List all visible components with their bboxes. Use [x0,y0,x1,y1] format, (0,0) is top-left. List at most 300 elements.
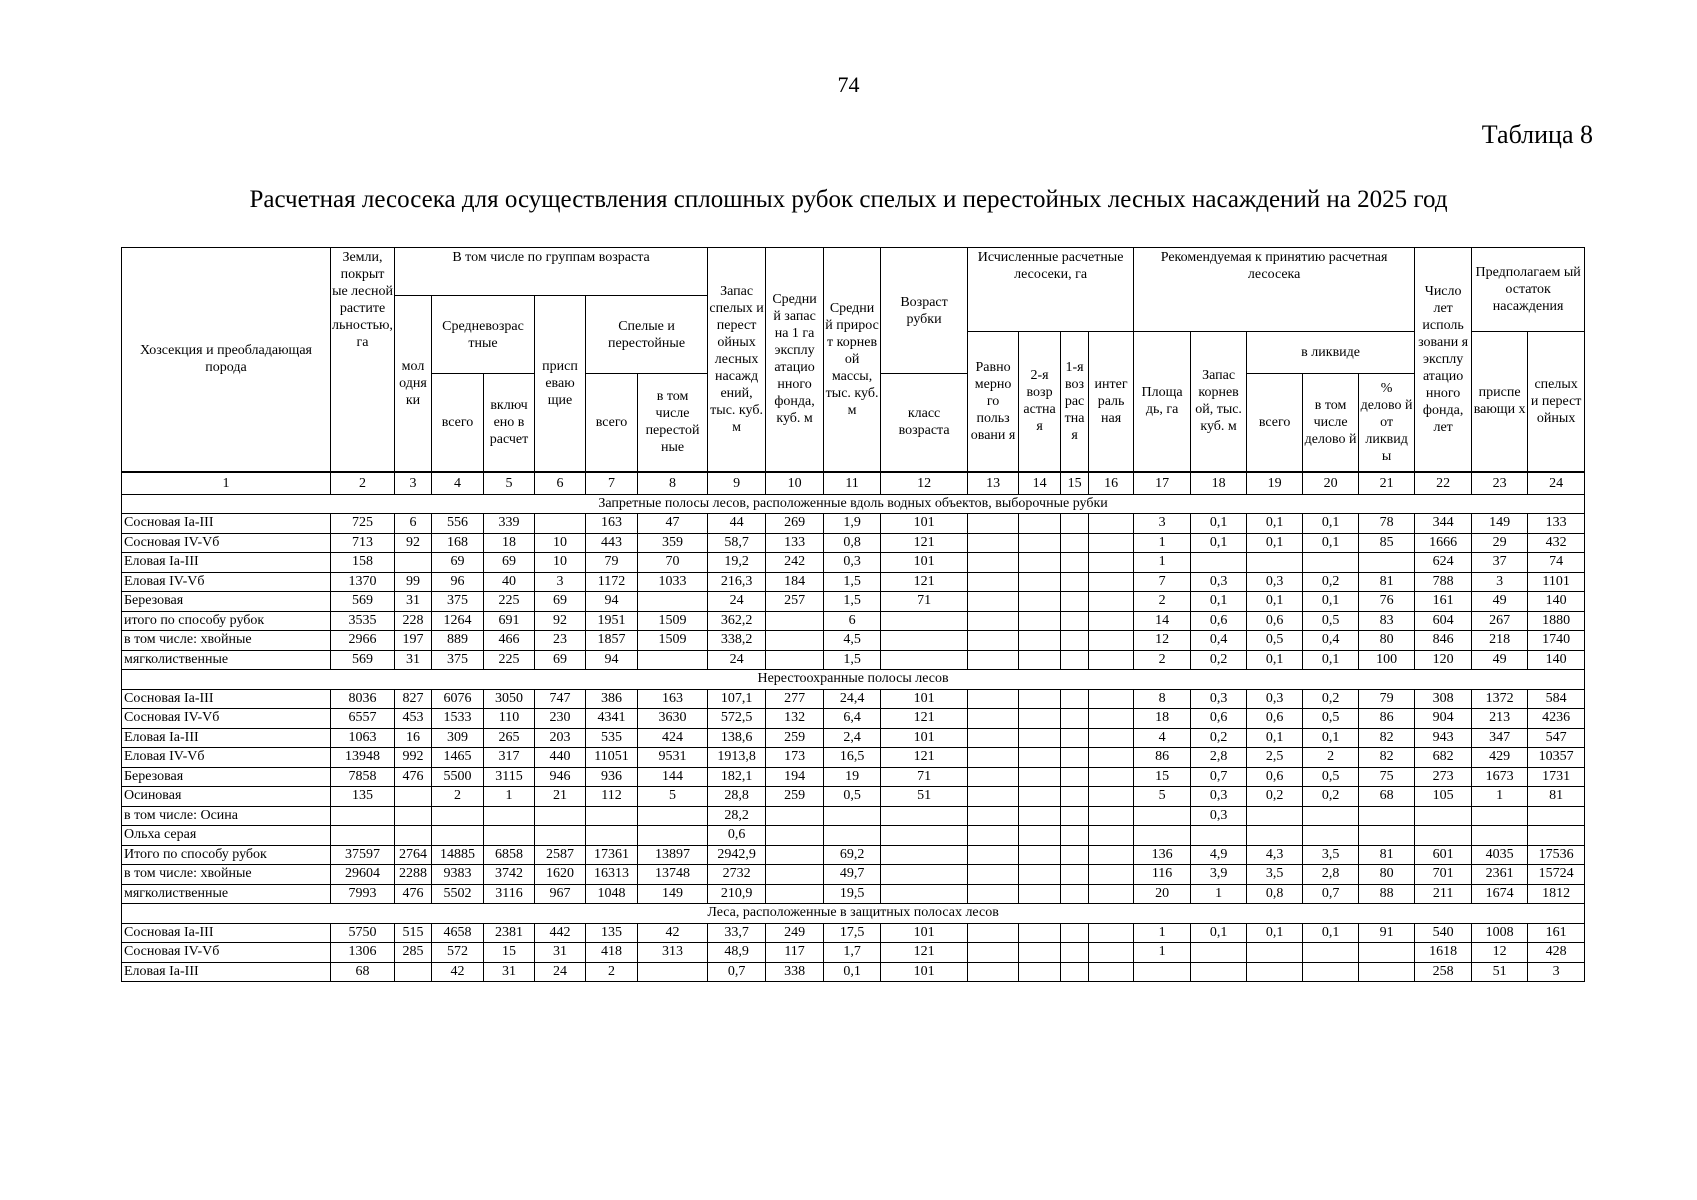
table-cell: 1740 [1528,631,1585,651]
table-cell: 375 [432,592,484,612]
table-cell [968,709,1019,729]
table-row [122,884,1585,904]
row-label: Сосновая Ia-III [122,923,331,943]
table-cell: 80 [1359,865,1415,885]
table-cell [1528,806,1585,826]
table-cell: 747 [535,689,586,709]
table-cell [432,806,484,826]
header-young: мол одня ки [395,296,432,472]
table-cell: 946 [535,767,586,787]
table-row [122,767,1585,787]
table-cell [1089,923,1134,943]
table-cell [968,728,1019,748]
header-liq-bus: в том числе делово й [1303,374,1359,472]
table-cell: 6 [824,611,881,631]
column-number: 24 [1528,472,1585,495]
table-cell [1061,514,1089,534]
table-cell: 1306 [331,943,395,963]
table-cell: 1 [1134,943,1191,963]
row-label: Итого по способу рубок [122,845,331,865]
table-cell [586,806,638,826]
table-cell: 19,5 [824,884,881,904]
table-cell: 24,4 [824,689,881,709]
table-cell: 3535 [331,611,395,631]
table-row [122,650,1585,670]
table-cell: 37597 [331,845,395,865]
table-cell: 47 [638,514,708,534]
table-cell: 3 [1134,514,1191,534]
table-cell: 120 [1415,650,1472,670]
table-row [122,845,1585,865]
table-cell [1019,514,1061,534]
table-cell [1061,533,1089,553]
document-title: Расчетная лесосека для осуществления сплошных рубок спелых и перестойных лесных насаждений на 2025 год [249,186,1448,213]
table-cell: 547 [1528,728,1585,748]
table-cell: 2 [1134,592,1191,612]
table-cell [881,845,968,865]
table-cell: 69 [432,553,484,573]
table-cell: 904 [1415,709,1472,729]
table-cell: 9531 [638,748,708,768]
table-cell: 105 [1415,787,1472,807]
table-cell [395,806,432,826]
table-cell: 2 [1303,748,1359,768]
table-cell: 5 [638,787,708,807]
table-cell: 0,5 [1303,611,1359,631]
table-cell [1019,806,1061,826]
table-cell [484,826,535,846]
table-cell: 1033 [638,572,708,592]
table-cell: 375 [432,650,484,670]
column-number: 9 [708,472,766,495]
column-number: 20 [1303,472,1359,495]
table-cell: 604 [1415,611,1472,631]
table-cell: 701 [1415,865,1472,885]
table-cell: 2361 [1472,865,1528,885]
table-cell [1415,806,1472,826]
table-cell: 2587 [535,845,586,865]
table-cell: 0,6 [1247,709,1303,729]
table-row [122,514,1585,534]
table-cell: 69 [535,650,586,670]
column-number: 2 [331,472,395,495]
table-cell: 110 [484,709,535,729]
table-cell: 0,1 [824,962,881,982]
table-cell: 4,3 [1247,845,1303,865]
column-number: 5 [484,472,535,495]
table-row [122,748,1585,768]
table-cell: 572 [432,943,484,963]
table-cell: 3 [535,572,586,592]
table-cell [1247,806,1303,826]
table-cell: 24 [708,592,766,612]
table-cell: 1857 [586,631,638,651]
table-cell [1061,650,1089,670]
table-cell: 69 [484,553,535,573]
table-cell: 258 [1415,962,1472,982]
table-cell: 49 [1472,650,1528,670]
table-row [122,962,1585,982]
table-cell: 424 [638,728,708,748]
table-cell: 107,1 [708,689,766,709]
table-cell: 713 [331,533,395,553]
table-cell: 0,4 [1191,631,1247,651]
table-cell: 4 [1134,728,1191,748]
table-cell: 429 [1472,748,1528,768]
table-cell: 1533 [432,709,484,729]
header-years: Число лет исполь зовани я эксплу атацио нного фонда, лет [1415,248,1472,472]
table-cell [1061,943,1089,963]
table-cell [1019,533,1061,553]
table-cell: 81 [1359,572,1415,592]
column-number: 19 [1247,472,1303,495]
table-cell: 79 [1359,689,1415,709]
table-cell [484,806,535,826]
table-cell [1019,553,1061,573]
table-cell: 29604 [331,865,395,885]
table-cell: 18 [484,533,535,553]
section-header-row [122,670,1585,690]
table-cell [968,572,1019,592]
table-cell: 0,6 [1191,611,1247,631]
row-label: Сосновая IV-Vб [122,943,331,963]
row-label: в том числе: Осина [122,806,331,826]
table-cell: 0,1 [1303,728,1359,748]
table-cell [1089,592,1134,612]
table-row [122,826,1585,846]
table-row [122,787,1585,807]
table-cell: 158 [331,553,395,573]
table-cell: 92 [535,611,586,631]
table-cell: 203 [535,728,586,748]
table-cell: 0,6 [1247,767,1303,787]
table-cell: 6 [395,514,432,534]
table-cell: 168 [432,533,484,553]
table-cell [881,650,968,670]
table-cell [1019,943,1061,963]
row-label: в том числе: хвойные [122,865,331,885]
table-cell: 225 [484,650,535,670]
table-cell [1089,514,1134,534]
table-cell: 339 [484,514,535,534]
table-cell: 1674 [1472,884,1528,904]
table-cell: 91 [1359,923,1415,943]
table-cell: 135 [586,923,638,943]
table-cell [1089,650,1134,670]
table-cell [1019,728,1061,748]
table-cell: 33,7 [708,923,766,943]
table-cell [1061,572,1089,592]
table-cell [395,787,432,807]
table-cell: 4,5 [824,631,881,651]
table-cell [1247,962,1303,982]
table-cell: 317 [484,748,535,768]
table-cell: 2288 [395,865,432,885]
column-number: 4 [432,472,484,495]
table-cell [968,611,1019,631]
table-cell [1089,845,1134,865]
row-label: Еловая IV-Vб [122,572,331,592]
table-cell [395,962,432,982]
table-cell: 24 [708,650,766,670]
table-cell: 1172 [586,572,638,592]
table-row [122,943,1585,963]
table-cell: 163 [586,514,638,534]
table-row [122,631,1585,651]
table-cell: 4658 [432,923,484,943]
table-cell: 267 [1472,611,1528,631]
table-cell [1359,806,1415,826]
table-cell [1089,884,1134,904]
table-cell: 440 [535,748,586,768]
table-cell: 1264 [432,611,484,631]
table-cell: 443 [586,533,638,553]
table-cell: 121 [881,709,968,729]
table-cell [1019,884,1061,904]
table-row [122,806,1585,826]
table-cell [535,826,586,846]
table-cell: 0,7 [708,962,766,982]
table-cell [432,826,484,846]
header-mid-all: всего [432,374,484,472]
row-label: Сосновая Ia-III [122,689,331,709]
row-label: мягколиственные [122,650,331,670]
table-cell: 3 [1472,572,1528,592]
table-cell: 936 [586,767,638,787]
table-cell: 428 [1528,943,1585,963]
column-number: 10 [766,472,824,495]
table-cell: 0,2 [1303,689,1359,709]
table-cell: 2966 [331,631,395,651]
table-cell [395,553,432,573]
table-cell: 42 [638,923,708,943]
table-cell: 249 [766,923,824,943]
table-cell: 75 [1359,767,1415,787]
table-cell [766,826,824,846]
table-cell [1089,533,1134,553]
table-cell [1089,553,1134,573]
table-cell: 149 [638,884,708,904]
table-cell [1359,826,1415,846]
table-cell: 827 [395,689,432,709]
table-cell: 0,2 [1303,787,1359,807]
table-cell: 101 [881,962,968,982]
table-cell [968,631,1019,651]
table-row [122,923,1585,943]
table-cell: 161 [1528,923,1585,943]
table-cell [1089,689,1134,709]
table-cell: 273 [1415,767,1472,787]
table-cell [968,533,1019,553]
table-cell: 0,1 [1303,514,1359,534]
section-header-row [122,904,1585,924]
table-cell: 1372 [1472,689,1528,709]
table-cell [1415,826,1472,846]
column-number: 3 [395,472,432,495]
row-label: Сосновая IV-Vб [122,709,331,729]
table-cell: 309 [432,728,484,748]
column-number: 13 [968,472,1019,495]
table-cell [881,631,968,651]
table-cell: 269 [766,514,824,534]
table-cell: 6557 [331,709,395,729]
table-label: Таблица 8 [1481,120,1593,149]
table-cell: 4035 [1472,845,1528,865]
header-second: 2-я возр астна я [1019,332,1061,472]
table-cell: 69,2 [824,845,881,865]
table-cell: 218 [1472,631,1528,651]
table-cell: 359 [638,533,708,553]
column-number: 18 [1191,472,1247,495]
table-cell: 1509 [638,631,708,651]
table-cell: 10 [535,533,586,553]
table-cell [968,787,1019,807]
column-number: 14 [1019,472,1061,495]
table-cell: 16313 [586,865,638,885]
table-cell [1191,826,1247,846]
table-cell [968,592,1019,612]
column-number: 1 [122,472,331,495]
table-cell: 4,9 [1191,845,1247,865]
table-cell: 0,1 [1247,728,1303,748]
table-cell [586,826,638,846]
table-cell [1089,826,1134,846]
table-cell: 149 [1472,514,1528,534]
table-cell: 144 [638,767,708,787]
table-cell: 540 [1415,923,1472,943]
column-number: 22 [1415,472,1472,495]
table-cell: 121 [881,572,968,592]
table-cell [1089,572,1134,592]
section-header-row [122,494,1585,514]
table-cell [1019,748,1061,768]
table-cell [1303,553,1359,573]
table-cell [766,631,824,651]
table-cell: 31 [535,943,586,963]
table-cell [968,923,1019,943]
table-cell: 0,6 [708,826,766,846]
header-by-age: В том числе по группам возраста [395,248,708,296]
table-cell: 40 [484,572,535,592]
table-cell: 0,1 [1247,514,1303,534]
column-numbers-row [122,472,1585,495]
table-cell: 2732 [708,865,766,885]
table-cell [1061,884,1089,904]
table-cell [766,865,824,885]
table-cell [1089,787,1134,807]
table-cell: 101 [881,553,968,573]
table-cell [1134,962,1191,982]
table-cell: 138,6 [708,728,766,748]
table-cell: 967 [535,884,586,904]
table-cell [1089,748,1134,768]
table-cell [881,865,968,885]
table-cell: 1,5 [824,572,881,592]
column-number: 8 [638,472,708,495]
header-mid-incl: включ ено в расчет [484,374,535,472]
table-cell: 3 [1528,962,1585,982]
table-cell: 15 [484,943,535,963]
table-cell: 846 [1415,631,1472,651]
table-cell [1134,806,1191,826]
table-cell: 2 [1134,650,1191,670]
table-cell [1303,826,1359,846]
table-cell: 5502 [432,884,484,904]
table-cell [1061,728,1089,748]
table-cell [1061,748,1089,768]
table-cell: 163 [638,689,708,709]
table-row [122,689,1585,709]
table-cell [1061,611,1089,631]
table-cell: 5500 [432,767,484,787]
row-label: мягколиственные [122,884,331,904]
table-cell [1134,826,1191,846]
table-cell: 0,6 [1191,709,1247,729]
table-cell [1019,826,1061,846]
table-cell: 14885 [432,845,484,865]
table-cell: 0,5 [1303,767,1359,787]
table-cell: 13748 [638,865,708,885]
table-cell: 1048 [586,884,638,904]
table-cell [638,806,708,826]
table-cell: 2 [586,962,638,982]
table-cell: 725 [331,514,395,534]
table-cell: 85 [1359,533,1415,553]
table-header [122,248,1585,495]
table-cell [881,806,968,826]
table-cell: 0,6 [1247,611,1303,631]
table-cell: 197 [395,631,432,651]
table-cell [968,806,1019,826]
table-cell [1089,865,1134,885]
header-age-class: класс возраста [881,374,968,472]
table-cell: 1620 [535,865,586,885]
table-cell: 601 [1415,845,1472,865]
header-root-stock: Запас корнев ой, тыс. куб. м [1191,332,1247,472]
table-cell: 285 [395,943,432,963]
table-cell: 78 [1359,514,1415,534]
table-cell: 116 [1134,865,1191,885]
table-cell: 81 [1528,787,1585,807]
table-cell: 11051 [586,748,638,768]
table-cell: 0,1 [1247,533,1303,553]
table-cell: 17361 [586,845,638,865]
table-cell: 49,7 [824,865,881,885]
table-cell: 2,5 [1247,748,1303,768]
table-cell [1061,962,1089,982]
header-ripening: присп еваю щие [535,296,586,472]
table-cell: 0,1 [1303,923,1359,943]
table-cell: 71 [881,592,968,612]
table-row [122,533,1585,553]
table-cell: 1666 [1415,533,1472,553]
table-cell: 94 [586,592,638,612]
section-title: Леса, расположенные в защитных полосах лесов [122,904,1585,924]
table-cell: 1731 [1528,767,1585,787]
table-cell [1061,806,1089,826]
table-cell: 135 [331,787,395,807]
table-row [122,865,1585,885]
row-label: Еловая Ia-III [122,553,331,573]
table-cell: 28,2 [708,806,766,826]
table-cell [1019,572,1061,592]
table-cell: 8 [1134,689,1191,709]
row-label: Ольха серая [122,826,331,846]
table-cell: 100 [1359,650,1415,670]
table-cell [1089,767,1134,787]
table-cell [1247,553,1303,573]
table-cell: 242 [766,553,824,573]
